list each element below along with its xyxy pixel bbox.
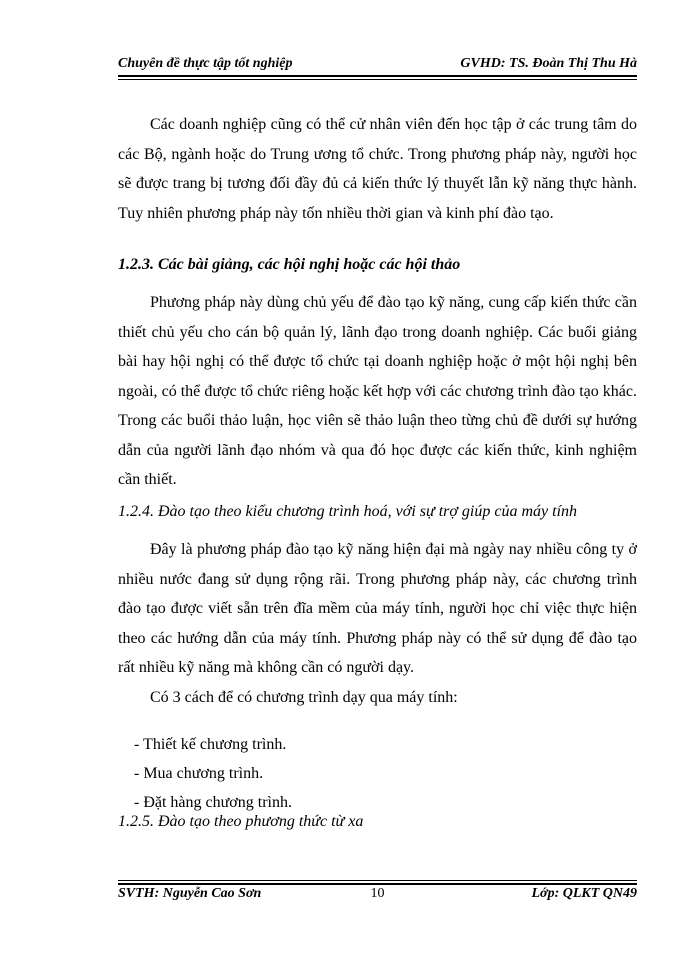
paragraph-3 (118, 535, 637, 683)
page-footer (118, 886, 637, 908)
heading-1-2-4: 1.2.4. Đào tạo theo kiểu chương trình hoá, với sự trợ giúp của máy tính (118, 503, 578, 520)
heading-1-2-5: 1.2.5. Đào tạo theo phương thức từ xa (118, 813, 364, 830)
footer-rule-thick (118, 883, 637, 885)
header-advisor: GVHD: TS. Đoàn Thị Thu Hà (460, 56, 637, 71)
list-item: - Thiết kế chương trình. (134, 736, 287, 753)
footer-class: Lớp: QLKT QN49 (531, 886, 637, 901)
footer-student: SVTH: Nguyễn Cao Sơn (118, 886, 262, 901)
paragraph-1-text: Các doanh nghiệp cũng có thể cử nhân viên đến học tập ở các trung tâm do các Bộ, ngành hoặc do Trung ương tổ chức. Trong phương pháp này, người học sẽ được trang bị tương đối đầy đủ cả kiến thức lý thuyết lẫn kỹ năng thực hành. Tuy nhiên phương pháp này tốn nhiều thời gian và kinh phí đào tạo. (118, 116, 637, 222)
list-item: - Đặt hàng chương trình. (134, 794, 292, 811)
paragraph-2-text: Phương pháp này dùng chủ yếu để đào tạo kỹ năng, cung cấp kiến thức cần thiết chủ yếu cho cán bộ quản lý, lãnh đạo trong doanh nghiệp. Các buổi giảng bài hay hội nghị có thể được tổ chức tại doanh nghiệp hoặc ở một hội nghị bên ngoài, có thể được tổ chức riêng hoặc kết hợp với các chương trình đào tạo khác. Trong các buổi thảo luận, học viên sẽ thảo luận theo từng chủ đề dưới sự hướng dẫn của người lãnh đạo nhóm và qua đó học được các kiến thức, kinh nghiệm cần thiết. (118, 294, 637, 488)
header-rule-thin (118, 79, 637, 80)
method-list (134, 730, 292, 817)
paragraph-4: Có 3 cách để có chương trình dạy qua máy tính: (150, 689, 458, 706)
header-rule-thick (118, 75, 637, 77)
header-title: Chuyên đề thực tập tốt nghiệp (118, 56, 293, 71)
paragraph-2 (118, 288, 637, 495)
paragraph-3-text: Đây là phương pháp đào tạo kỹ năng hiện đại mà ngày nay nhiều công ty ở nhiều nước đang sử dụng rộng rãi. Trong phương pháp này, các chương trình đào tạo được viết sẵn trên đĩa mềm của máy tính, người học chỉ việc thực hiện theo các hướng dẫn của máy tính. Phương pháp này có thể sử dụng để đào tạo rất nhiều kỹ năng mà không cần có người dạy. (118, 541, 637, 676)
paragraph-1 (118, 110, 637, 228)
footer-rule-thin (118, 880, 637, 881)
heading-1-2-3: 1.2.3. Các bài giảng, các hội nghị hoặc các hội thảo (118, 256, 461, 273)
list-item: - Mua chương trình. (134, 765, 264, 782)
page-number: 10 (370, 886, 385, 901)
